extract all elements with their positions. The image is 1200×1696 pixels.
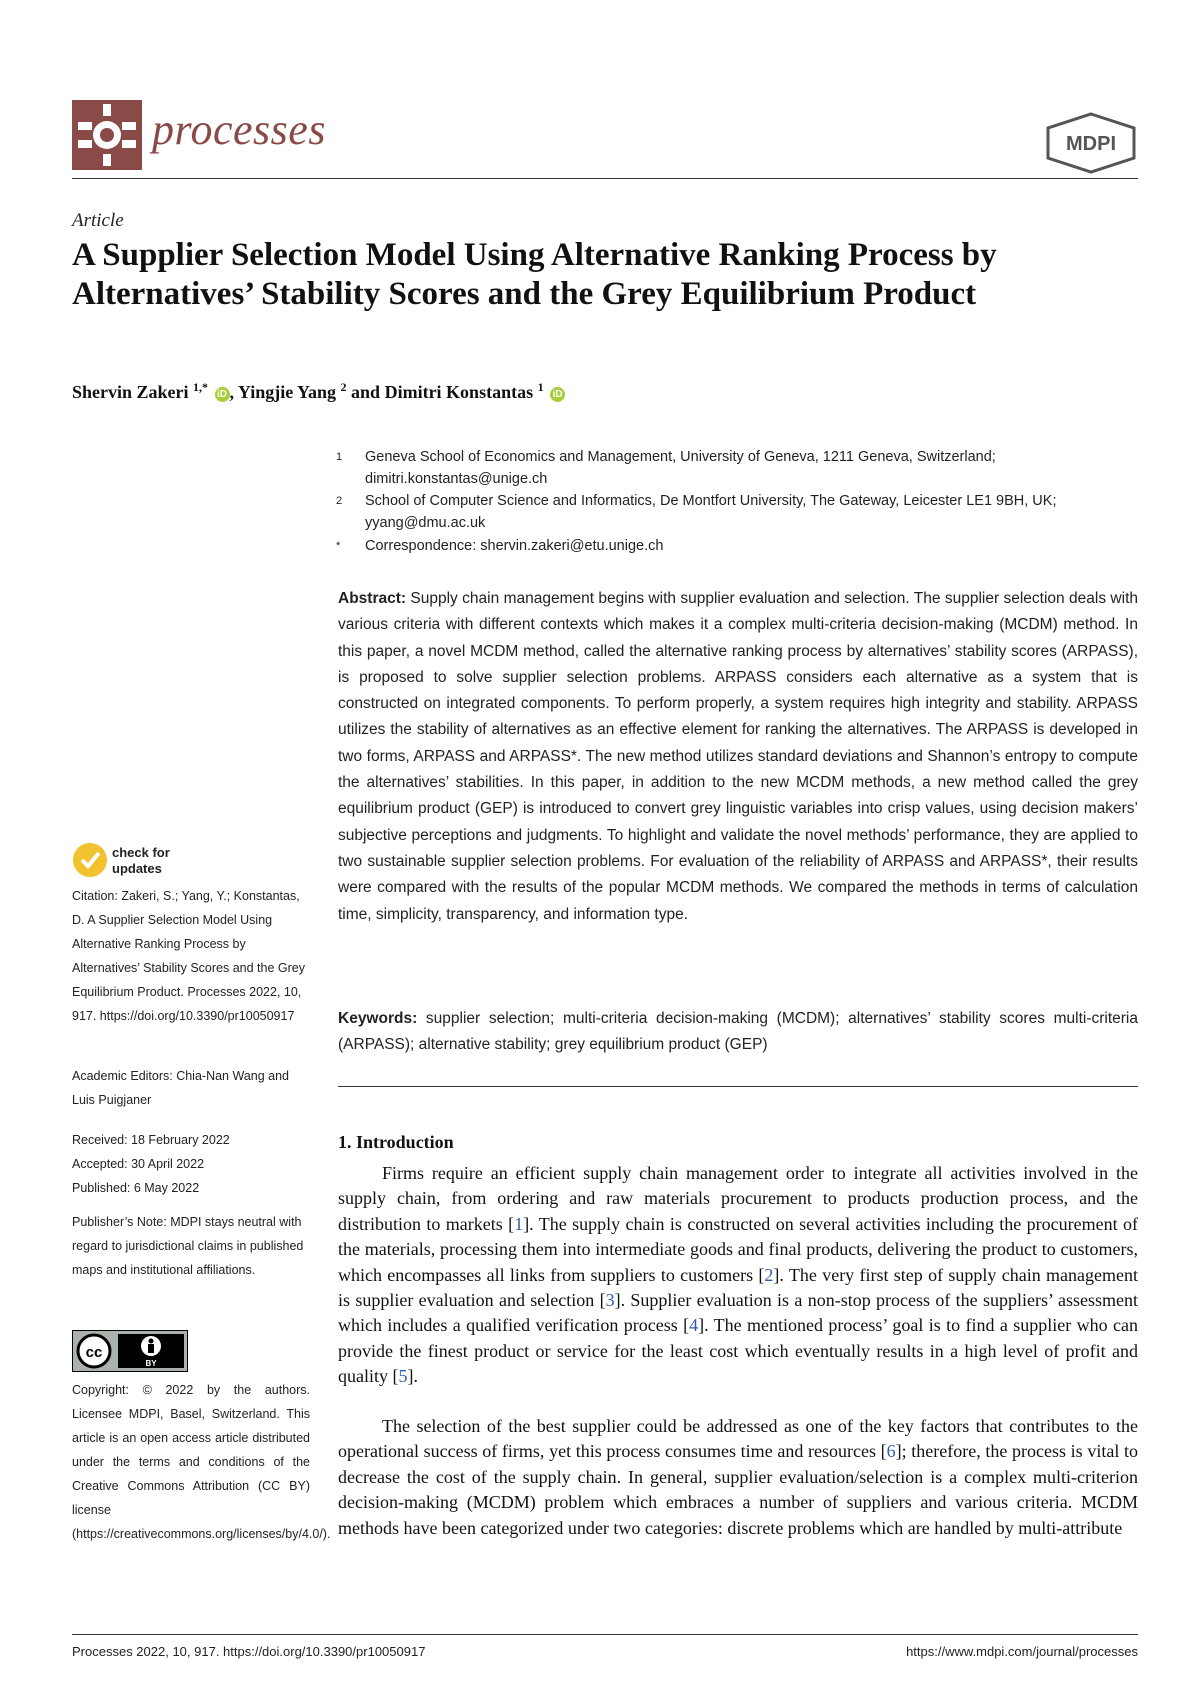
check-updates-label: check for bbox=[112, 845, 170, 860]
publisher-note: Publisher’s Note: MDPI stays neutral with regard to jurisdictional claims in published maps and institutional affiliations. bbox=[72, 1215, 304, 1277]
published-date: Published: 6 May 2022 bbox=[72, 1181, 200, 1195]
citation: Citation: Zakeri, S.; Yang, Y.; Konstantas, D. A Supplier Selection Model Using Alternative Ranking Process by Alternatives’ Stability Scores and the Grey Equilibrium Product. Processes 2022, 10, 917. https://doi.org/10.3390/pr10050917 bbox=[72, 889, 305, 1023]
by-label: BY bbox=[145, 1359, 157, 1368]
keywords-label: Keywords: bbox=[338, 1010, 418, 1027]
affiliation-number: 1 bbox=[336, 451, 343, 463]
orcid-icon[interactable]: iD bbox=[215, 387, 230, 402]
author-affiliation-marker: 2 bbox=[340, 380, 347, 394]
mdpi-logo-icon[interactable] bbox=[1044, 112, 1138, 174]
affiliation-text: School of Computer Science and Informatics, De Montfort University, The Gateway, Leicester LE1 9BH, UK; yyang@dmu.ac.uk bbox=[365, 493, 1057, 531]
reference-link[interactable]: 5 bbox=[398, 1366, 408, 1387]
author-affiliation-marker: 1 bbox=[537, 380, 544, 394]
author-list bbox=[72, 380, 565, 403]
academic-editors: Academic Editors: Chia-Nan Wang and Luis Puigjaner bbox=[72, 1069, 289, 1107]
orcid-icon[interactable]: iD bbox=[550, 387, 565, 402]
paragraph-text: Firms require an efficient supply chain management order to integrate all activities involved in the supply chain, from ordering and raw materials procurement to products production process, and the distribution to markets [ bbox=[338, 1163, 1138, 1234]
check-updates-label: updates bbox=[112, 861, 162, 876]
section-divider bbox=[338, 1086, 1138, 1087]
author-name[interactable]: Shervin Zakeri bbox=[72, 382, 189, 402]
affiliation-number: * bbox=[336, 540, 341, 552]
mdpi-logo-text: MDPI bbox=[1066, 133, 1116, 155]
check-for-updates-button[interactable] bbox=[72, 840, 182, 880]
correspondence-text: Correspondence: shervin.zakeri@etu.unige.ch bbox=[365, 538, 664, 554]
abstract-text: Supply chain management begins with supplier evaluation and selection. The supplier selection deals with various criteria with different contexts which makes it a complex multi-criteria decision-making (MCDM) method. In this paper, a novel MCDM method, called the alternative ranking process by alternatives’ stability scores (ARPASS), is proposed to solve supplier selection problems. ARPASS considers each alternative as a system that is constructed on integrated components. To perform properly, a system requires high integrity and stability. ARPASS utilizes the stability of alternatives as an effective element for ranking the alternatives. The ARPASS is developed in two forms, ARPASS and ARPASS*. The new method utilizes standard deviations and Shannon’s entropy to compute the alternatives’ stabilities. In this paper, in addition to the new MCDM methods, a new method called the grey equilibrium product (GEP) is introduced to convert grey linguistic variables into crisp values, using decision makers’ subjective perceptions and judgments. To highlight and validate the novel methods’ performance, they are applied to two sustainable supplier selection problems. For evaluation of the reliability of ARPASS and ARPASS*, their results were compared with the results of the popular MCDM methods. We compared the methods in terms of calculation time, simplicity, transparency, and information type. bbox=[338, 590, 1138, 923]
reference-link[interactable]: 6 bbox=[886, 1441, 896, 1462]
journal-logo-icon bbox=[72, 100, 142, 170]
reference-link[interactable]: 2 bbox=[764, 1264, 774, 1285]
affiliation-text: Geneva School of Economics and Management, University of Geneva, 1211 Geneva, Switzerland; dimitri.konstantas@unige.ch bbox=[365, 449, 996, 487]
keywords-text: supplier selection; multi-criteria decision-making (MCDM); alternatives’ stability scores multi-criteria (ARPASS); alternative stability; grey equilibrium product (GEP) bbox=[338, 1010, 1138, 1054]
cc-label: cc bbox=[85, 1344, 103, 1361]
author-separator: and bbox=[346, 382, 385, 402]
author-separator: , bbox=[229, 382, 238, 402]
paragraph-text: ]. The supply chain is constructed on several activities including the procurement of the materials, processing them into intermediate goods and final products, delivering the product to customers, which encompasses all links from suppliers to customers [ bbox=[338, 1213, 1138, 1285]
cc-by-license-icon[interactable] bbox=[72, 1330, 188, 1372]
keywords bbox=[338, 1006, 1138, 1059]
accepted-date: Accepted: 30 April 2022 bbox=[72, 1157, 205, 1171]
reference-link[interactable]: 4 bbox=[689, 1315, 699, 1336]
paragraph-text: The selection of the best supplier could be addressed as one of the key factors that contributes to the operational success of firms, yet this process consumes time and resources [ bbox=[338, 1416, 1138, 1462]
header-divider bbox=[72, 178, 1138, 179]
intro-paragraph-1 bbox=[338, 1161, 1138, 1390]
journal-name: processes bbox=[152, 105, 326, 154]
intro-paragraph-2 bbox=[338, 1414, 1138, 1541]
abstract-label: Abstract: bbox=[338, 590, 407, 607]
paragraph-text: ]. bbox=[407, 1366, 418, 1387]
author-affiliation-marker: 1,* bbox=[193, 380, 209, 394]
footer-journal-url[interactable]: https://www.mdpi.com/journal/processes bbox=[906, 1644, 1138, 1659]
article-title: A Supplier Selection Model Using Alternative Ranking Process by Alternatives’ Stability Scores and the Grey Equilibrium Product bbox=[72, 237, 997, 312]
author-name[interactable]: Dimitri Konstantas bbox=[384, 382, 534, 402]
abstract bbox=[338, 586, 1138, 928]
paragraph-text: ]. Supplier evaluation is a non-stop process of the suppliers’ assessment which includes a qualified verification process [ bbox=[338, 1290, 1138, 1336]
check-updates-icon bbox=[73, 843, 107, 877]
reference-link[interactable]: 1 bbox=[514, 1213, 524, 1234]
section-heading: 1. Introduction bbox=[338, 1132, 454, 1152]
copyright-notice: Copyright: © 2022 by the authors. Licensee MDPI, Basel, Switzerland. This article is an open access article distributed under the terms and conditions of the Creative Commons Attribution (CC BY) license (https://creativecommons.org/licenses/by/4.0/). bbox=[72, 1383, 331, 1541]
reference-link[interactable]: 3 bbox=[605, 1290, 615, 1311]
publication-dates bbox=[72, 1128, 310, 1200]
paragraph-text: ]. The mentioned process’ goal is to find a supplier who can provide the finest product or service for the least cost which eventually results in a high level of profit and quality [ bbox=[338, 1315, 1138, 1387]
footer-citation[interactable]: Processes 2022, 10, 917. https://doi.org/10.3390/pr10050917 bbox=[72, 1644, 426, 1659]
footer-divider bbox=[72, 1634, 1138, 1635]
paragraph-text: ]; therefore, the process is vital to decrease the cost of the supply chain. In general, supplier evaluation/selection is a complex multi-criterion decision-making (MCDM) problem which embraces a number of suppliers and various criteria. MCDM methods have been categorized under two categories: discrete problems which are handled by multi-attribute bbox=[338, 1441, 1138, 1538]
affiliation-number: 2 bbox=[336, 495, 343, 507]
article-type: Article bbox=[72, 210, 124, 231]
author-name[interactable]: Yingjie Yang bbox=[237, 382, 337, 402]
received-date: Received: 18 February 2022 bbox=[72, 1133, 230, 1147]
paragraph-text: ]. The very first step of supply chain management is supplier evaluation and selection [ bbox=[338, 1264, 1138, 1311]
